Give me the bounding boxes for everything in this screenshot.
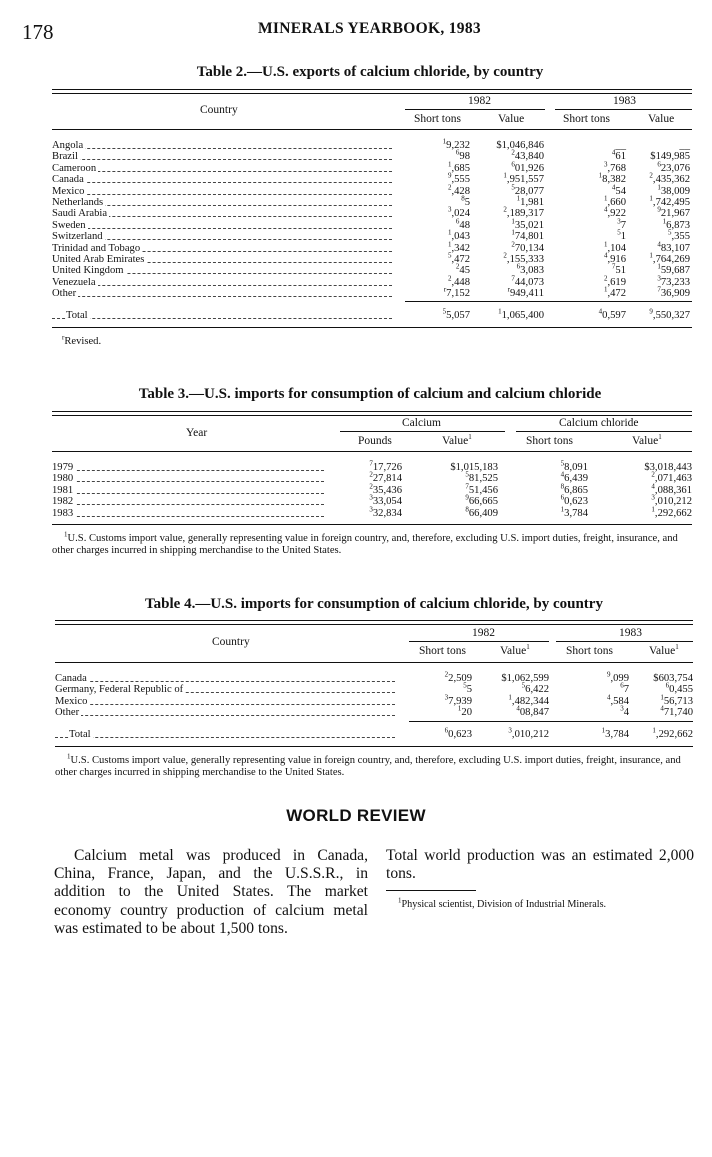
table-cell: $^2$43,840 xyxy=(511,148,544,163)
table-cell: $^2$45 xyxy=(455,262,470,277)
table-cell: $^3$7 xyxy=(617,217,626,231)
table2-year-1982: 1982 xyxy=(468,95,491,107)
row-label: Switzerland xyxy=(52,231,103,243)
table-row xyxy=(52,183,692,197)
table-row xyxy=(52,262,692,277)
dot-leader xyxy=(52,296,392,297)
dot-leader xyxy=(52,171,392,172)
table3-group-calcium-chloride: Calcium chloride xyxy=(559,417,639,429)
table-cell: $^7$51,456 xyxy=(465,482,498,496)
table-cell: $^3$32,834 xyxy=(369,505,402,519)
table-row xyxy=(52,505,692,519)
table-row xyxy=(52,148,692,163)
table3-header-rule xyxy=(52,451,692,452)
row-label: Saudi Arabia xyxy=(52,208,108,220)
table4-col-head: Short tons xyxy=(566,645,613,657)
table2-year-rule xyxy=(555,109,692,110)
dot-leader xyxy=(55,737,395,738)
table3-top-rule xyxy=(52,411,692,416)
row-label: Canada xyxy=(52,174,84,186)
table2-header-rule xyxy=(52,129,692,130)
table-cell: $^4$,922 xyxy=(603,205,626,220)
table-cell: $^2$,155,333 xyxy=(503,251,544,265)
world-review-paragraph: Calcium metal was produced in Canada, China, France, Japan, and the U.S.S.R., in addition to the United States. The market economy country production of calcium metal was estimated to be about 1,500 tons. xyxy=(54,847,368,937)
world-review-right-column xyxy=(386,847,694,883)
table-cell: $^1$,742,495 xyxy=(649,194,690,208)
table3-col-head: Value$^1$ xyxy=(632,433,662,447)
row-label: Sweden xyxy=(52,219,86,231)
table4-year-rule xyxy=(409,641,549,642)
table-cell: $^5$,355 xyxy=(667,228,690,243)
table-cell: $^3$33,054 xyxy=(369,493,402,508)
row-label: Other xyxy=(52,288,77,300)
dot-leader xyxy=(52,504,324,505)
dot-leader xyxy=(52,194,392,195)
dot-leader xyxy=(52,318,392,319)
table-cell: $^3$,010,212 xyxy=(651,493,692,508)
row-label: Brazil xyxy=(52,151,78,163)
row-label: Mexico xyxy=(55,695,88,707)
table2-col-head: Value xyxy=(498,113,525,125)
table-cell: $^6$01,926 xyxy=(511,160,544,174)
table-cell: $^2$,448 xyxy=(447,274,470,288)
table-row xyxy=(52,160,692,174)
table4-title: Table 4.—U.S. imports for consumption of calcium chloride, by country xyxy=(145,596,603,612)
table-cell: $^4$6,439 xyxy=(560,470,588,485)
table-cell: $^4$,584 xyxy=(606,693,629,707)
row-label: Canada xyxy=(55,673,87,684)
dot-leader xyxy=(52,182,392,183)
row-label: Germany, Federal Republic of xyxy=(55,684,184,696)
table-cell: $^5$28,077 xyxy=(511,183,544,197)
row-label: 1981 xyxy=(52,484,74,496)
row-label: Total xyxy=(66,310,88,321)
table-cell: $^1$6,873 xyxy=(662,217,690,231)
table2-total-rule xyxy=(405,301,692,302)
table-row xyxy=(52,228,692,243)
table-cell: $^7$36,909 xyxy=(657,285,690,300)
table-row xyxy=(52,217,692,231)
row-label: 1983 xyxy=(52,507,74,519)
table-cell: $1,062,599 xyxy=(501,673,549,684)
table4-year-1983: 1983 xyxy=(619,627,642,639)
table-row xyxy=(52,285,692,300)
table-cell: $^2$27,814 xyxy=(369,470,402,485)
table4-col-head: Short tons xyxy=(419,645,466,657)
table3-group-rule xyxy=(340,431,505,432)
table-cell: $^6$7 xyxy=(620,681,629,696)
table-cell: $^1$1,981 xyxy=(516,194,544,208)
table-cell: $^1$8,382 xyxy=(598,171,626,186)
table4-col-head: Value$^1$ xyxy=(649,643,679,657)
table2-country-header: Country xyxy=(200,104,238,116)
row-label: Cameroon xyxy=(52,162,97,174)
table-cell: $^r$949,411 xyxy=(507,285,544,300)
table-cell: $^1$,472 xyxy=(603,285,626,300)
table3-group-rule xyxy=(516,431,692,432)
table2-bottom-rule xyxy=(52,327,692,328)
table-cell: $^8$66,409 xyxy=(465,505,498,519)
table-cell: $^6$98 xyxy=(455,148,470,163)
world-review-left-column xyxy=(54,847,368,938)
table-cell: $^4$83,107 xyxy=(657,239,690,254)
table-cell: $^6$3,083 xyxy=(516,262,544,277)
table-cell: $^5$6,422 xyxy=(521,681,549,696)
table-cell: $^9$,555 xyxy=(447,171,470,186)
table2-year-rule xyxy=(405,109,545,110)
table-cell: $^3$,768 xyxy=(603,160,626,174)
dot-leader xyxy=(52,516,324,517)
row-label: 1982 xyxy=(52,496,74,508)
table-cell: $^7$51 xyxy=(611,262,626,277)
row-label: 1979 xyxy=(52,462,74,473)
table2-footnote: $^r$Revised. xyxy=(62,333,102,347)
row-label: United Kingdom xyxy=(52,265,124,277)
dot-leader xyxy=(55,681,395,682)
table-cell: $^5$8,091 xyxy=(560,459,588,473)
running-title: MINERALS YEARBOOK, 1983 xyxy=(258,20,481,37)
dot-leader xyxy=(52,481,324,482)
table4-year-rule xyxy=(556,641,693,642)
table-cell: $^3$73,233 xyxy=(657,274,690,288)
table-cell: $1,046,846 xyxy=(496,140,544,151)
table-cell: $^2$,428 xyxy=(447,183,470,197)
table-cell: $^4$71,740 xyxy=(660,704,693,719)
table-cell: $^8$6,865 xyxy=(560,482,588,496)
table-row xyxy=(52,205,692,220)
row-label: Trinidad and Tobago xyxy=(52,242,141,254)
table4-footnote: $^1$U.S. Customs import value, generally representing value in foreign country, and, therefore, excluding U.S. import duties, freight, insurance, and other charges incurred in shipping merchandise to the United States. xyxy=(55,752,681,778)
table-cell: $^2$,071,463 xyxy=(651,470,692,485)
table-cell: $^4$0,597 xyxy=(598,307,626,321)
table-cell: $^2$,189,317 xyxy=(503,205,544,220)
table-cell: $^1$35,021 xyxy=(511,217,544,231)
table-cell: $3,018,443 xyxy=(644,462,692,473)
table-cell: $^1$,685 xyxy=(447,160,470,174)
world-review-heading: WORLD REVIEW xyxy=(286,806,426,825)
table-cell: $^1$59,687 xyxy=(657,262,690,277)
table2-body xyxy=(52,137,692,300)
table2-top-rule xyxy=(52,89,692,94)
table4-country-header: Country xyxy=(212,636,250,648)
table-cell: $^5$81,525 xyxy=(465,470,498,485)
table-cell: $^3$7,939 xyxy=(444,693,472,707)
table-row xyxy=(52,239,692,254)
table-cell: $^2$,435,362 xyxy=(649,171,690,186)
dot-leader xyxy=(52,470,324,471)
table-cell: __ xyxy=(615,140,626,151)
table-cell: $^1$3,784 xyxy=(560,505,588,519)
table-cell: __ xyxy=(679,140,690,151)
table-cell: $^1$38,009 xyxy=(657,183,690,197)
table-cell: $^5$,472 xyxy=(447,251,470,265)
table4-total-rule xyxy=(409,721,693,722)
table3-col-head: Short tons xyxy=(526,435,573,447)
table4-year-1982: 1982 xyxy=(472,627,495,639)
table-cell: $149,985 xyxy=(650,151,690,163)
table3-col-head: Pounds xyxy=(358,435,392,447)
table2-year-1983: 1983 xyxy=(613,95,636,107)
table-cell: $^6$0,455 xyxy=(665,681,693,696)
table-row xyxy=(52,137,692,151)
table4-header-rule xyxy=(55,662,693,663)
table-cell: $^2$,619 xyxy=(603,274,626,288)
table-cell: $^7$17,726 xyxy=(369,459,402,473)
table-row xyxy=(52,251,692,265)
table4-body xyxy=(55,670,693,719)
table-cell: $^3$,024 xyxy=(447,205,470,220)
table-cell: $^9$,550,327 xyxy=(649,307,690,321)
table2-title: Table 2.—U.S. exports of calcium chloride, by country xyxy=(196,64,544,80)
row-label: Venezuela xyxy=(52,276,96,288)
table-cell: $^1$,764,269 xyxy=(649,251,690,265)
row-label: Netherlands xyxy=(52,196,104,208)
table-cell: $^1$,482,344 xyxy=(508,693,549,707)
table-cell: $^6$48 xyxy=(455,217,470,231)
dot-leader xyxy=(52,285,392,286)
table-cell: $^4$,088,361 xyxy=(651,482,692,496)
table-cell: $^1$,292,662 xyxy=(651,505,692,519)
table-cell: $^1$,292,662 xyxy=(652,726,693,740)
dot-leader xyxy=(52,159,392,160)
table-cell: $^1$9,232 xyxy=(442,137,470,151)
table-cell: $^4$54 xyxy=(611,183,626,197)
table2-col-head: Short tons xyxy=(563,113,610,125)
table-cell: $^8$5 xyxy=(461,194,470,208)
table-cell: $^9$66,665 xyxy=(465,493,498,508)
table-cell: $^2$35,436 xyxy=(369,482,402,496)
dot-leader xyxy=(52,228,392,229)
dot-leader xyxy=(52,148,392,149)
table2-total xyxy=(52,307,692,324)
dot-leader xyxy=(55,715,395,716)
row-label: Angola xyxy=(52,140,84,151)
total-row xyxy=(52,307,692,324)
table-cell: $^5$5,057 xyxy=(442,307,470,321)
table-cell: $^4$08,847 xyxy=(516,704,549,719)
table-cell: $^4$,916 xyxy=(603,251,626,265)
table4-col-head: Value$^1$ xyxy=(500,643,530,657)
table-cell: $^2$2,509 xyxy=(444,670,472,684)
world-review-paragraph: Total world production was an estimated 2,000 tons. xyxy=(386,847,694,883)
table-cell: $^1$3,784 xyxy=(601,726,629,740)
table-cell: $^1$,951,557 xyxy=(503,171,544,186)
table-cell: $^5$1 xyxy=(617,228,626,243)
table-cell: $^6$23,076 xyxy=(657,160,690,174)
table-row xyxy=(55,681,693,696)
table-cell: $^1$,342 xyxy=(447,239,470,254)
row-label: United Arab Emirates xyxy=(52,253,145,265)
table-cell: $^7$44,073 xyxy=(511,274,544,288)
table3-year-header: Year xyxy=(186,427,208,439)
table-cell: $^3$4 xyxy=(620,704,629,719)
table-cell: $^5$5 xyxy=(463,681,472,696)
dot-leader xyxy=(55,704,395,705)
table3-col-head: Value$^1$ xyxy=(442,433,472,447)
table-cell: $^r$7,152 xyxy=(443,285,470,300)
row-label: Total xyxy=(69,729,91,740)
table-cell: $^6$0,623 xyxy=(560,493,588,508)
table-cell: $1,015,183 xyxy=(450,462,498,473)
table3-group-calcium: Calcium xyxy=(402,417,441,429)
table-row xyxy=(52,274,692,288)
table-cell: $^1$,660 xyxy=(603,194,626,208)
row-label: 1980 xyxy=(52,473,74,485)
row-label: Mexico xyxy=(52,185,85,197)
author-footnote: $^1$Physical scientist, Division of Industrial Minerals. xyxy=(398,896,607,910)
table-cell: $^1$74,801 xyxy=(511,228,544,243)
table-cell: $^1$,104 xyxy=(603,239,626,254)
table3-footnote: $^1$U.S. Customs import value, generally representing value in foreign country, and, therefore, excluding U.S. import duties, freight, insurance, and other charges incurred in shipping merchandise to the United States. xyxy=(52,530,678,556)
table4-top-rule xyxy=(55,620,693,625)
table-cell: $^6$0,623 xyxy=(444,726,472,740)
table-cell: $^1$56,713 xyxy=(660,693,693,707)
table-cell: $^4$61 xyxy=(611,148,626,163)
table-row xyxy=(55,670,693,684)
table-cell: $^2$70,134 xyxy=(511,239,544,254)
table-cell: $^1$20 xyxy=(457,704,472,719)
table3-bottom-rule xyxy=(52,524,692,525)
footnote-separator xyxy=(386,890,476,891)
table-cell: $^9$21,967 xyxy=(657,205,690,220)
total-row xyxy=(55,726,693,740)
table-row xyxy=(55,693,693,707)
table4-bottom-rule xyxy=(55,746,693,747)
table-row xyxy=(52,194,692,208)
table2-col-head: Value xyxy=(648,113,675,125)
dot-leader xyxy=(52,493,324,494)
table4-total xyxy=(55,726,693,740)
row-label: Other xyxy=(55,707,80,719)
table-cell: $^1$,043 xyxy=(447,228,470,243)
table-cell: $^1$1,065,400 xyxy=(498,307,544,321)
table3-body xyxy=(52,459,692,519)
table-cell: $^9$,099 xyxy=(606,670,629,684)
table3-title: Table 3.—U.S. imports for consumption of calcium and calcium chloride xyxy=(138,386,602,402)
table-cell: $^3$,010,212 xyxy=(508,726,549,740)
table-row xyxy=(52,171,692,186)
table-cell: $603,754 xyxy=(653,673,693,684)
page-number: 178 xyxy=(22,20,54,44)
table2-col-head: Short tons xyxy=(414,113,461,125)
table-row xyxy=(55,704,693,719)
